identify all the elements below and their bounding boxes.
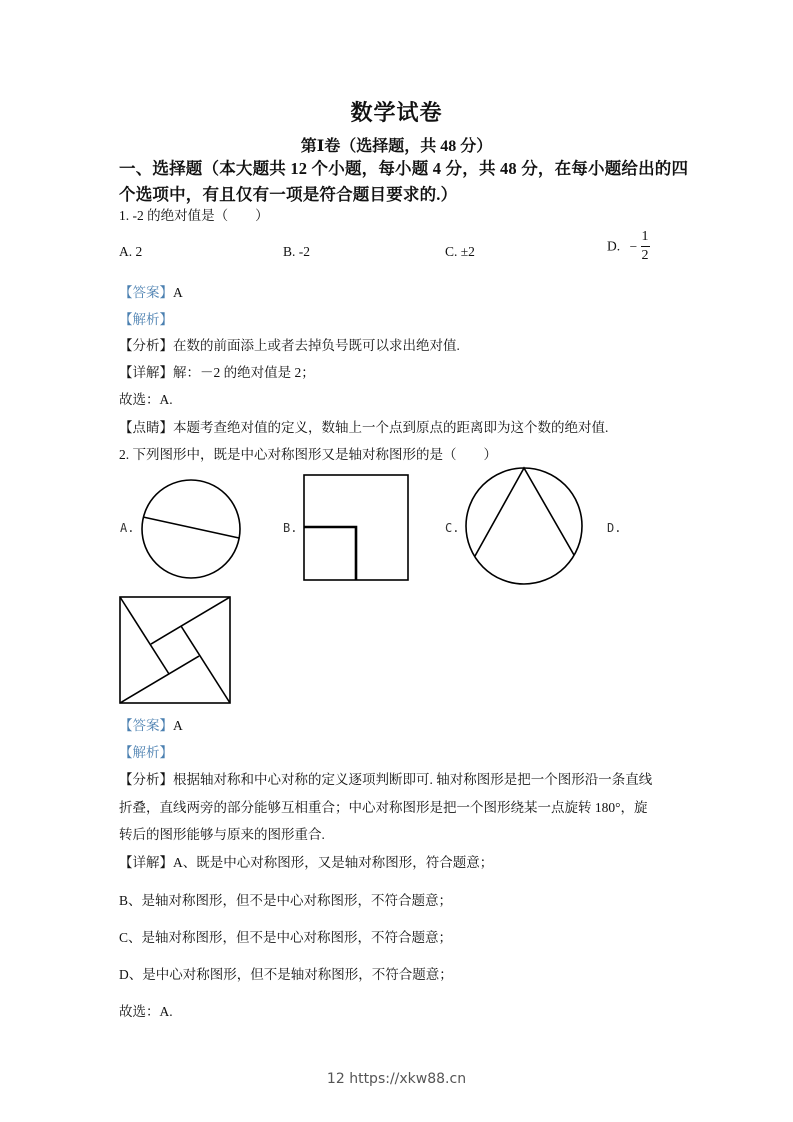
fenxi-tag: 【分析】	[119, 772, 173, 787]
figure-a-circle-chord-icon	[142, 480, 240, 578]
fraction-denominator: 2	[641, 248, 649, 263]
q1-option-d-label: D.	[607, 238, 621, 254]
figure-d-pinwheel-icon	[120, 597, 230, 703]
fenxi-tag: 【分析】	[119, 338, 173, 353]
q2-fenxi-line3: 转后的图形能够与原来的图形重合.	[119, 827, 325, 842]
q2-analysis-tag: 【解析】	[119, 745, 173, 760]
q1-analysis-tag: 【解析】	[119, 312, 173, 327]
q2-figure-label-b: B.	[283, 521, 298, 535]
section-heading-line1: 一、选择题（本大题共 12 个小题，每小题 4 分，共 48 分，在每小题给出的四	[119, 159, 689, 178]
q1-option-d-sign: −	[629, 238, 638, 254]
dianjing-tag: 【点睛】	[119, 420, 173, 435]
xiangjie-text: 解：－2 的绝对值是 2；	[173, 365, 315, 380]
page-number: 12	[326, 1071, 345, 1087]
xiangjie-tag: 【详解】	[119, 855, 173, 870]
footer-url[interactable]: https://xkw88.cn	[349, 1071, 467, 1087]
q2-xiangjie-b: B、是轴对称图形，但不是中心对称图形，不符合题意；	[119, 893, 453, 908]
section-heading-line2: 个选项中，有且仅有一项是符合题目要求的.）	[119, 185, 458, 204]
page-footer	[0, 1071, 793, 1087]
q2-answer	[119, 714, 183, 734]
q2-fenxi-line1	[119, 768, 652, 788]
answer-tag: 【答案】	[119, 718, 173, 733]
q2-xiangjie-a	[119, 851, 493, 871]
q2-figure-label-d: D.	[607, 521, 622, 535]
q2-figure-label-a: A.	[120, 521, 135, 535]
figure-b-squares-icon	[304, 475, 408, 580]
q1-stem: 1. -2 的绝对值是（ ）	[119, 208, 269, 223]
q2-choose: 故选：A.	[119, 1004, 173, 1019]
xiangjie-tag: 【详解】	[119, 365, 173, 380]
xiangjie-text: A、既是中心对称图形，又是轴对称图形，符合题意；	[173, 855, 494, 870]
q1-option-a: A. 2	[119, 244, 143, 259]
page-title: 数学试卷	[350, 100, 443, 125]
part-subtitle: 第Ⅰ卷（选择题，共 48 分）	[300, 138, 493, 155]
dianjing-text: 本题考查绝对值的定义，数轴上一个点到原点的距离即为这个数的绝对值.	[173, 420, 609, 435]
q2-fenxi-line2: 折叠，直线两旁的部分能够互相重合；中心对称图形是把一个图形绕某一点旋转 180°，旋	[119, 800, 648, 815]
answer-tag: 【答案】	[119, 285, 173, 300]
answer-value: A	[173, 285, 183, 300]
answer-value: A	[173, 718, 183, 733]
q2-xiangjie-c: C、是轴对称图形，但不是中心对称图形，不符合题意；	[119, 930, 453, 945]
q2-xiangjie-d: D、是中心对称图形，但不是轴对称图形，不符合题意；	[119, 967, 453, 982]
q2-figure-label-c: C.	[445, 521, 460, 535]
fraction-numerator: 1	[641, 230, 650, 247]
fenxi-text: 在数的前面添上或者去掉负号既可以求出绝对值.	[173, 338, 460, 353]
q2-stem: 2. 下列图形中，既是中心对称图形又是轴对称图形的是（ ）	[119, 447, 497, 462]
q1-option-b: B. -2	[283, 244, 310, 259]
q1-option-c: C. ±2	[445, 244, 475, 259]
q1-choose: 故选：A.	[119, 392, 173, 407]
fenxi-text: 根据轴对称和中心对称的定义逐项判断即可. 轴对称图形是把一个图形沿一条直线	[173, 772, 653, 787]
figure-c-circle-angle-icon	[466, 468, 582, 584]
